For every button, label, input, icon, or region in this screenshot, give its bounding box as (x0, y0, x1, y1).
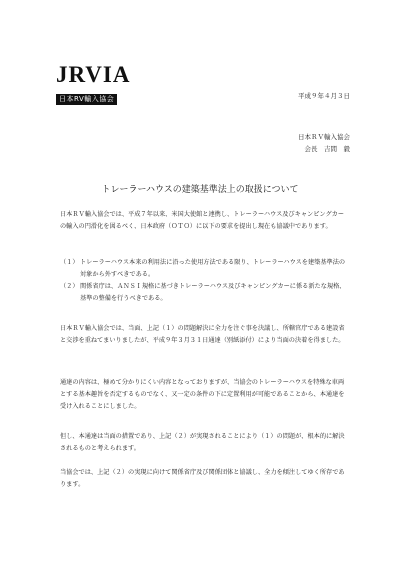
list-item-text: トレーラーハウス本来の利用法に沿った使用方法である限り、トレーラーハウスを建築基準法の対象から外すべきである。 (80, 259, 346, 278)
logo-subtitle: 日本RV輸入協会 (56, 94, 117, 105)
list-item-number: （１） (60, 259, 79, 266)
sender-block (298, 131, 350, 155)
sender-person: 会長 吉間 毅 (304, 145, 350, 153)
list-item-2 (60, 281, 350, 305)
paragraph-notice-content: 通達の内容は、極めて分かりにくい内容となっておりますが、当協会のトレーラーハウスを特殊な車両とする基本趣旨を否定するものでなく、又一定の条件の下に定置利用が可能であることから、本通達を受け入れることにしました。 (60, 379, 345, 410)
paragraph-caveat: 但し、本通達は当面の措置であり、上記（２）が実現されることにより（１）の問題が、根本的に解決されるものと考えられます。 (60, 433, 345, 452)
sender-organization: 日本ＲＶ輸入協会 (298, 133, 350, 141)
document-date: 平成９年４月３日 (298, 92, 350, 100)
paragraph-commitment: 当協会では、上記（２）の実現に向けて関係省庁及び関係団体と協議し、全力を傾注してゆく所存であります。 (60, 469, 345, 488)
list-item-text: 関係省庁は、ＡＮＳＩ規格に基づきトレーラーハウス及びキャンピングカーに係る新たな規格、基準の整備を行うべきである。 (80, 283, 346, 302)
logo-wordmark: JRVIA (56, 62, 131, 87)
paragraph-resolution: 日本ＲＶ輸入協会では、当面、上記（１）の問題解決に全力を注ぐ事を決議し、所轄官庁である建設省と交渉を重ねてまいりましたが、平成９年３月３１日通達（別紙添付）により当面の決着を得ました。 (60, 325, 345, 344)
document-title: トレーラーハウスの建築基準法上の取扱について (101, 185, 299, 195)
list-item-number: （２） (60, 283, 79, 290)
jrvia-logo (56, 62, 131, 105)
paragraph-intro: 日本ＲＶ輸入協会では、平成７年以来、米国大使館と連携し、トレーラーハウス及びキャンピングカーの輸入の円滑化を図るべく、日本政府（ＯＴＯ）に以下の要求を提出し現在も協議中であります。 (60, 211, 345, 230)
list-item-1 (60, 257, 350, 281)
